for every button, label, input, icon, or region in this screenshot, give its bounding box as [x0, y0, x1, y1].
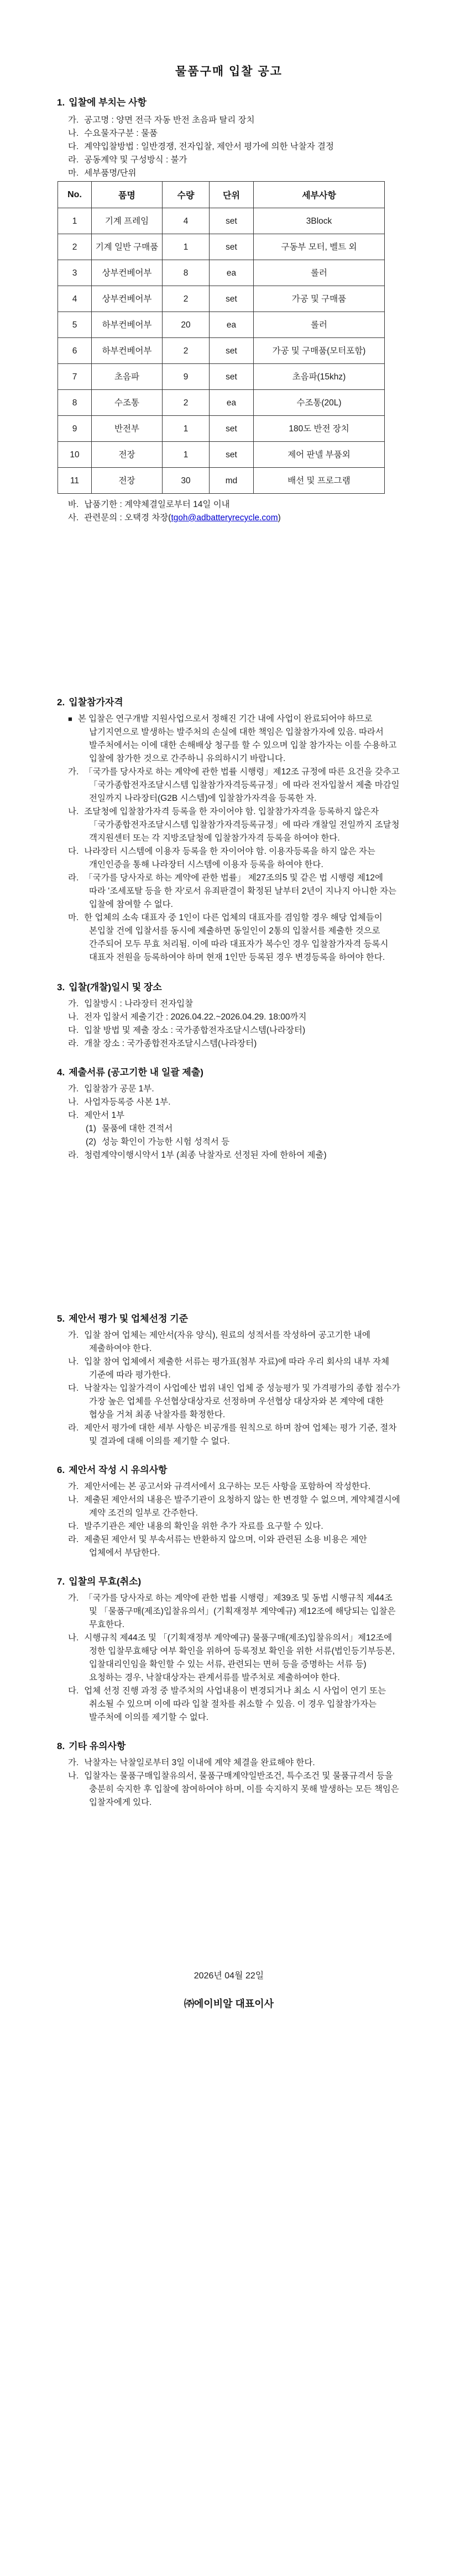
table-row	[58, 338, 385, 364]
list-item	[68, 140, 401, 154]
sub-list-item	[86, 1136, 401, 1149]
table-cell: 2	[163, 338, 210, 364]
item-text: 낙찰자는 입찰가격이 사업예산 법위 내인 업체 중 성능평가 및 가격평가의 종합 점수가 가장 높은 업체를 우선협상대상자로 선정하며 우선협상 대상자와 본 계약에 대한 협상을 거쳐 최종 낙찰자를 확정한다.	[84, 1384, 400, 1419]
item-text: 「국가를 당사자로 하는 계약에 관한 법률 시행령」제39조 및 동법 시행규칙 제44조 및 「물품구매(제조)입찰유의서」(기획재정부 계약예규) 제12조에 해당되는 입찰은 무효한다.	[84, 1593, 396, 1629]
table-header-cell: 수량	[163, 182, 210, 208]
item-label: 나.	[68, 807, 79, 816]
table-cell: 4	[58, 286, 92, 312]
list-item	[68, 1024, 401, 1037]
table-cell: 1	[58, 208, 92, 234]
section-5-heading	[57, 1312, 401, 1326]
item-text: 개찰 장소 : 국가종합전자조달시스템(나라장터)	[84, 1039, 257, 1048]
item-text: 사업자등록증 사본 1부.	[84, 1097, 171, 1107]
table-cell: set	[210, 208, 254, 234]
item-label: 마.	[68, 913, 79, 922]
table-cell: 1	[163, 416, 210, 442]
section-title: 입찰에 부치는 사항	[69, 97, 147, 108]
list-item	[68, 1632, 401, 1685]
table-cell: set	[210, 416, 254, 442]
table-row	[58, 442, 385, 468]
item-text: 공동계약 및 구성방식 : 불가	[84, 155, 187, 165]
item-text: 발주기관은 제안 내용의 확인을 위한 추가 자료를 요구할 수 있다.	[84, 1522, 323, 1531]
table-cell: 3	[58, 260, 92, 286]
item-text: 제출된 제안서 및 부속서류는 반환하지 않으며, 이와 관련된 소용 비용은 제안 업체에서 부담한다.	[84, 1535, 367, 1558]
section-title: 입찰참가자격	[69, 697, 123, 708]
table-cell: 하부컨베어부	[92, 338, 163, 364]
table-cell: 8	[163, 260, 210, 286]
item-label: 다.	[68, 847, 79, 856]
list-item	[68, 1520, 401, 1533]
item-label: 바.	[68, 500, 79, 509]
section-3-items	[57, 997, 401, 1051]
notice-item	[68, 712, 401, 766]
section-title: 기타 유의사항	[69, 1741, 126, 1751]
item-label: 나.	[68, 129, 79, 138]
item-text: 청렴계약이행시약서 1부 (최종 낙찰자로 선정된 자에 한하여 제출)	[84, 1150, 327, 1160]
table-cell: ea	[210, 260, 254, 286]
section-3-heading	[57, 981, 401, 994]
section-number: 5.	[57, 1313, 65, 1324]
list-item	[68, 167, 401, 180]
table-cell: set	[210, 286, 254, 312]
item-label: 사.	[68, 513, 79, 522]
item-label: 라.	[68, 1150, 79, 1160]
table-cell: 전장	[92, 442, 163, 468]
section-title: 제출서류 (공고기한 내 일괄 제출)	[69, 1067, 203, 1078]
list-item	[68, 1355, 401, 1382]
table-row	[58, 286, 385, 312]
section-5-items	[57, 1329, 401, 1448]
table-cell: 제어 판넬 부품외	[254, 442, 385, 468]
section-6	[57, 1464, 401, 1560]
item-label: 라.	[68, 155, 79, 165]
table-row	[58, 234, 385, 260]
list-item	[68, 511, 401, 525]
item-text: 입찰자는 물품구매입찰유의서, 물품구매계약일반조건, 특수조건 및 물품규격서 등을 충분히 숙지한 후 입찰에 참여하여야 하며, 이를 숙지하지 못해 발생하는 모든 책임은 입찰자에게 있다.	[84, 1771, 399, 1807]
item-label: 나.	[68, 1771, 79, 1781]
table-cell: 가공 및 구매품(모터포함)	[254, 338, 385, 364]
section-4-items	[57, 1083, 401, 1162]
table-header-cell: 품명	[92, 182, 163, 208]
item-label: 다.	[68, 142, 79, 151]
item-label: 가.	[68, 767, 79, 777]
item-label: 가.	[68, 1084, 79, 1094]
item-label: 가.	[68, 999, 79, 1009]
table-row	[58, 260, 385, 286]
item-label: 나.	[68, 1097, 79, 1107]
list-item	[68, 1493, 401, 1520]
item-text: 「국가를 당사자로 하는 계약에 관한 법률」 제27조의5 및 같은 법 시행령 제12에 따라 '조세포탈 등을 한 자'로서 유죄판결이 확정된 날부터 2년이 지나지 아니한 자는 입찰에 참여할 수 없다.	[84, 873, 397, 909]
table-header-cell: No.	[58, 182, 92, 208]
item-text: )	[278, 513, 281, 522]
list-item	[68, 154, 401, 167]
section-1-items	[57, 114, 401, 180]
item-label: 다.	[68, 1026, 79, 1035]
table-cell: 상부컨베어부	[92, 286, 163, 312]
item-text: 낙찰자는 낙찰일로부터 3일 이내에 계약 체결을 완료해야 한다.	[84, 1758, 315, 1767]
item-label: 나.	[68, 1633, 79, 1643]
item-label: 나.	[68, 1495, 79, 1505]
table-row	[58, 390, 385, 416]
list-item	[68, 1149, 401, 1162]
item-text: 공고명 : 양면 전극 자동 반전 초음파 탈리 장치	[84, 115, 255, 125]
section-7-items	[57, 1592, 401, 1724]
item-text: 관련문의 : 오택경 차장(	[84, 513, 171, 522]
item-text: 조달청에 입찰참가자격 등록을 한 자이어야 함. 입찰참가자격을 등록하지 않은자 「국가종합전자조달시스템 입찰참가자격등록규정」에 따라 개찰일 전일까지 조달청 객지원센터 또는 각 지방조달청에 입찰참가자격 등록을 하여야 한다.	[84, 807, 400, 843]
table-cell: 11	[58, 468, 92, 494]
section-6-heading	[57, 1464, 401, 1477]
table-cell: set	[210, 364, 254, 390]
item-label: 가.	[68, 1482, 79, 1491]
item-text: 제출된 제안서의 내용은 발주기관이 요청하지 않는 한 변경할 수 없으며, 계약체결시에 계약 조건의 일부로 간주한다.	[84, 1495, 400, 1518]
item-text: 납품기한 : 계약체결일로부터 14일 이내	[84, 500, 230, 509]
table-cell: 20	[163, 312, 210, 338]
list-item	[68, 1592, 401, 1632]
section-5	[57, 1312, 401, 1448]
item-label: 가.	[68, 115, 79, 125]
document-content	[57, 64, 401, 2010]
sub-list-item	[86, 1122, 401, 1136]
table-cell: 반전부	[92, 416, 163, 442]
table-cell: set	[210, 234, 254, 260]
table-cell: 배선 및 프로그램	[254, 468, 385, 494]
section-number: 3.	[57, 982, 65, 993]
list-item	[68, 872, 401, 911]
table-cell: md	[210, 468, 254, 494]
item-label: (1)	[86, 1124, 96, 1133]
table-cell: 2	[163, 286, 210, 312]
section-number: 4.	[57, 1067, 65, 1078]
item-label: 가.	[68, 1593, 79, 1603]
item-label: 나.	[68, 1357, 79, 1366]
section-4-heading	[57, 1066, 401, 1079]
section-title: 입찰(개찰)일시 및 장소	[69, 982, 162, 993]
section-number: 7.	[57, 1576, 65, 1587]
item-text: 입찰 방법 및 제출 장소 : 국가종합전자조달시스템(나라장터)	[84, 1026, 306, 1035]
list-item	[68, 1480, 401, 1493]
list-item	[68, 1329, 401, 1355]
item-text: 입찰방시 : 나라장터 전자입찰	[84, 999, 193, 1009]
doc-title: 물품구매 입찰 공고	[175, 65, 283, 78]
table-row	[58, 364, 385, 390]
section-2-items	[57, 712, 401, 964]
table-row	[58, 468, 385, 494]
item-text: 입찰참가 공문 1부.	[84, 1084, 154, 1094]
list-item	[68, 1011, 401, 1024]
list-item	[68, 1756, 401, 1770]
list-item	[68, 1109, 401, 1122]
table-cell: 1	[163, 442, 210, 468]
section-8-heading	[57, 1740, 401, 1753]
table-cell: 8	[58, 390, 92, 416]
table-cell: 상부컨베어부	[92, 260, 163, 286]
section-8	[57, 1740, 401, 1809]
list-item	[68, 1422, 401, 1448]
list-item	[68, 766, 401, 805]
item-text: 계약입찰방법 : 일반경쟁, 전자입찰, 제안서 평가에 의한 낙찰자 결정	[84, 142, 334, 151]
table-cell: 2	[163, 390, 210, 416]
email-link[interactable]: tgoh@adbatteryrecycle.com	[171, 513, 278, 522]
section-title: 제안서 작성 시 유의사항	[69, 1465, 168, 1475]
table-cell: ea	[210, 390, 254, 416]
item-text: 세부품명/단위	[84, 168, 137, 178]
table-cell: 2	[58, 234, 92, 260]
table-cell: 구동부 모터, 벨트 외	[254, 234, 385, 260]
item-label: 다.	[68, 1111, 79, 1120]
spec-table	[57, 181, 385, 494]
table-cell: 30	[163, 468, 210, 494]
list-item	[68, 1685, 401, 1724]
item-text: 수요물자구분 : 물품	[84, 129, 158, 138]
table-cell: 롤러	[254, 260, 385, 286]
item-label: 다.	[68, 1686, 79, 1696]
section-4	[57, 1066, 401, 1162]
item-text: 입찰 참여 업체에서 제출한 서류는 평가표(첨부 자료)에 따라 우리 회사의 내부 자체 기준에 따라 평가한다.	[84, 1357, 390, 1380]
section-1	[57, 96, 401, 525]
item-label: 가.	[68, 1758, 79, 1767]
document-footer	[57, 1970, 401, 2010]
section-number: 6.	[57, 1465, 65, 1475]
section-2-heading	[57, 696, 401, 709]
item-label: 라.	[68, 1039, 79, 1048]
table-cell: 하부컨베어부	[92, 312, 163, 338]
table-cell: 초음파(15khz)	[254, 364, 385, 390]
table-header-cell: 단위	[210, 182, 254, 208]
table-cell: 180도 반전 장치	[254, 416, 385, 442]
section-6-items	[57, 1480, 401, 1560]
table-row	[58, 416, 385, 442]
table-cell: 전장	[92, 468, 163, 494]
item-text: 제안서 1부	[84, 1111, 125, 1120]
square-bullet-icon: ■	[68, 715, 72, 723]
item-label: (2)	[86, 1137, 96, 1147]
item-text: 나라장터 시스템에 이용자 등록을 한 자이어야 함. 이용자등록을 하지 않은 자는 개인인증을 통해 나라장터 시스템에 이용자 등록을 하여야 한다.	[84, 847, 375, 869]
section-2	[57, 696, 401, 964]
company-name: ㈜에이비알 대표이사	[184, 1998, 274, 2009]
table-cell: 기계 프레임	[92, 208, 163, 234]
section-7	[57, 1575, 401, 1724]
section-title: 입찰의 무효(취소)	[69, 1576, 142, 1587]
table-cell: 9	[163, 364, 210, 390]
footer-date: 2026년 04월 22일	[193, 1971, 264, 1981]
item-label: 라.	[68, 1423, 79, 1433]
list-item	[68, 845, 401, 872]
list-item	[68, 805, 401, 845]
list-item	[68, 1096, 401, 1109]
item-label: 다.	[68, 1522, 79, 1531]
section-title: 제안서 평가 및 업체선정 기준	[69, 1313, 189, 1324]
item-label: 나.	[68, 1012, 79, 1022]
item-text: 전자 입찰서 제출기간 : 2026.04.22.~2026.04.29. 18:00까지	[84, 1012, 307, 1022]
item-text: 제안서 평가에 대한 세부 사항은 비공개를 원칙으로 하며 참여 업체는 평가 기준, 절차 및 결과에 대해 이의를 제기할 수 없다.	[84, 1423, 397, 1446]
table-cell: 3Block	[254, 208, 385, 234]
item-text: 시행규칙 제44조 및 「(기획재정부 계약예규) 물품구매(제조)입찰유의서」제12조에 정한 입찰무효해당 여부 확인을 위하여 등록정보 확인을 위한 서류(법인등기부등본, 입찰대리인임을 확인할 수 있는 서류, 관련되는 면허 등을 증명하는 서류 등) 요청하는 경우, 낙찰대상자는 관계서류를 발주처로 제출하여야 한다.	[84, 1633, 395, 1682]
item-text: 한 업체의 소속 대표자 중 1인이 다른 업체의 대표자를 겸임할 경우 해당 업체들이 본입찰 건에 입찰서를 동시에 제출하면 동일인이 2통의 입찰서를 제출한 것으로 간주되어 모두 무효 처리됨. 이에 따라 대표자가 복수인 경우 입찰참가자격 등록시 대표자 전원을 등록하여야 하며 현재 1인만 등록된 경우 변경등록을 하여야 한다.	[84, 913, 389, 962]
table-cell: 수조통	[92, 390, 163, 416]
section-3	[57, 981, 401, 1051]
item-text: 본 입찰은 연구개발 지원사업으로서 정해진 기간 내에 사업이 완료되어야 하므로 납기지연으로 발생하는 발주처의 손실에 대한 책임은 입찰참가자에 있음. 따라서 발주처에서는 이에 대한 손해배상 청구를 할 수 있으며 입찰 참가자는 이를 수용하고 입찰에 참가한 것으로 간주하니 유의하시기 바랍니다.	[77, 714, 397, 763]
list-item	[68, 127, 401, 140]
table-cell: 초음파	[92, 364, 163, 390]
list-item	[68, 1037, 401, 1051]
item-label: 다.	[68, 1384, 79, 1393]
list-item	[68, 911, 401, 964]
item-label: 가.	[68, 1331, 79, 1340]
section-number: 1.	[57, 97, 65, 108]
list-item	[68, 1533, 401, 1560]
list-item	[68, 498, 401, 511]
table-cell: 4	[163, 208, 210, 234]
table-cell: set	[210, 338, 254, 364]
item-text: 입찰 참여 업체는 제안서(자유 양식), 원료의 성적서를 작성하여 공고기한 내에 제출하여야 한다.	[84, 1331, 370, 1353]
section-1-heading	[57, 96, 401, 109]
list-item	[68, 1382, 401, 1422]
list-item	[68, 114, 401, 127]
table-row	[58, 208, 385, 234]
table-row	[58, 312, 385, 338]
item-text: 성능 확인이 가능한 시험 성적서 등	[101, 1137, 230, 1147]
list-item	[68, 1770, 401, 1809]
section-1-items-after	[57, 498, 401, 525]
table-cell: 1	[163, 234, 210, 260]
table-cell: 9	[58, 416, 92, 442]
table-header-cell: 세부사항	[254, 182, 385, 208]
table-cell: 6	[58, 338, 92, 364]
list-item	[68, 1083, 401, 1096]
item-label: 라.	[68, 1535, 79, 1544]
item-text: 물품에 대한 견적서	[101, 1124, 173, 1133]
list-item	[68, 997, 401, 1011]
table-cell: 5	[58, 312, 92, 338]
section-8-items	[57, 1756, 401, 1809]
table-cell: 가공 및 구매품	[254, 286, 385, 312]
table-header-row	[58, 182, 385, 208]
item-label: 마.	[68, 168, 79, 178]
section-number: 8.	[57, 1741, 65, 1751]
item-text: 업체 선정 진행 과정 중 발주처의 사업내용이 변경되거나 최소 시 사업이 연기 또는 취소될 수 있으며 이에 따라 입찰 절차를 취소할 수 있음. 이 경우 입찰참가자는 발주처에 이의를 제기할 수 없다.	[84, 1686, 386, 1722]
item-text: 제안서에는 본 공고서와 규격서에서 요구하는 모든 사항을 포함하여 작성한다.	[84, 1482, 371, 1491]
table-cell: set	[210, 442, 254, 468]
table-cell: 기계 일반 구매품	[92, 234, 163, 260]
table-cell: 수조통(20L)	[254, 390, 385, 416]
table-cell: 롤러	[254, 312, 385, 338]
item-label: 라.	[68, 873, 79, 883]
item-text: 「국가를 당사자로 하는 계약에 관한 법률 시행령」제12조 규정에 따른 요건을 갖추고「국가종합전자조달시스템 입찰참가자격등록규정」에 따라 전자입찰서 제출 마감일 전일까지 나라장터(G2B 시스템)에 입찰참가자격을 등록한 자.	[84, 767, 400, 803]
table-cell: 7	[58, 364, 92, 390]
table-cell: 10	[58, 442, 92, 468]
table-cell: ea	[210, 312, 254, 338]
section-number: 2.	[57, 697, 65, 708]
section-7-heading	[57, 1575, 401, 1588]
